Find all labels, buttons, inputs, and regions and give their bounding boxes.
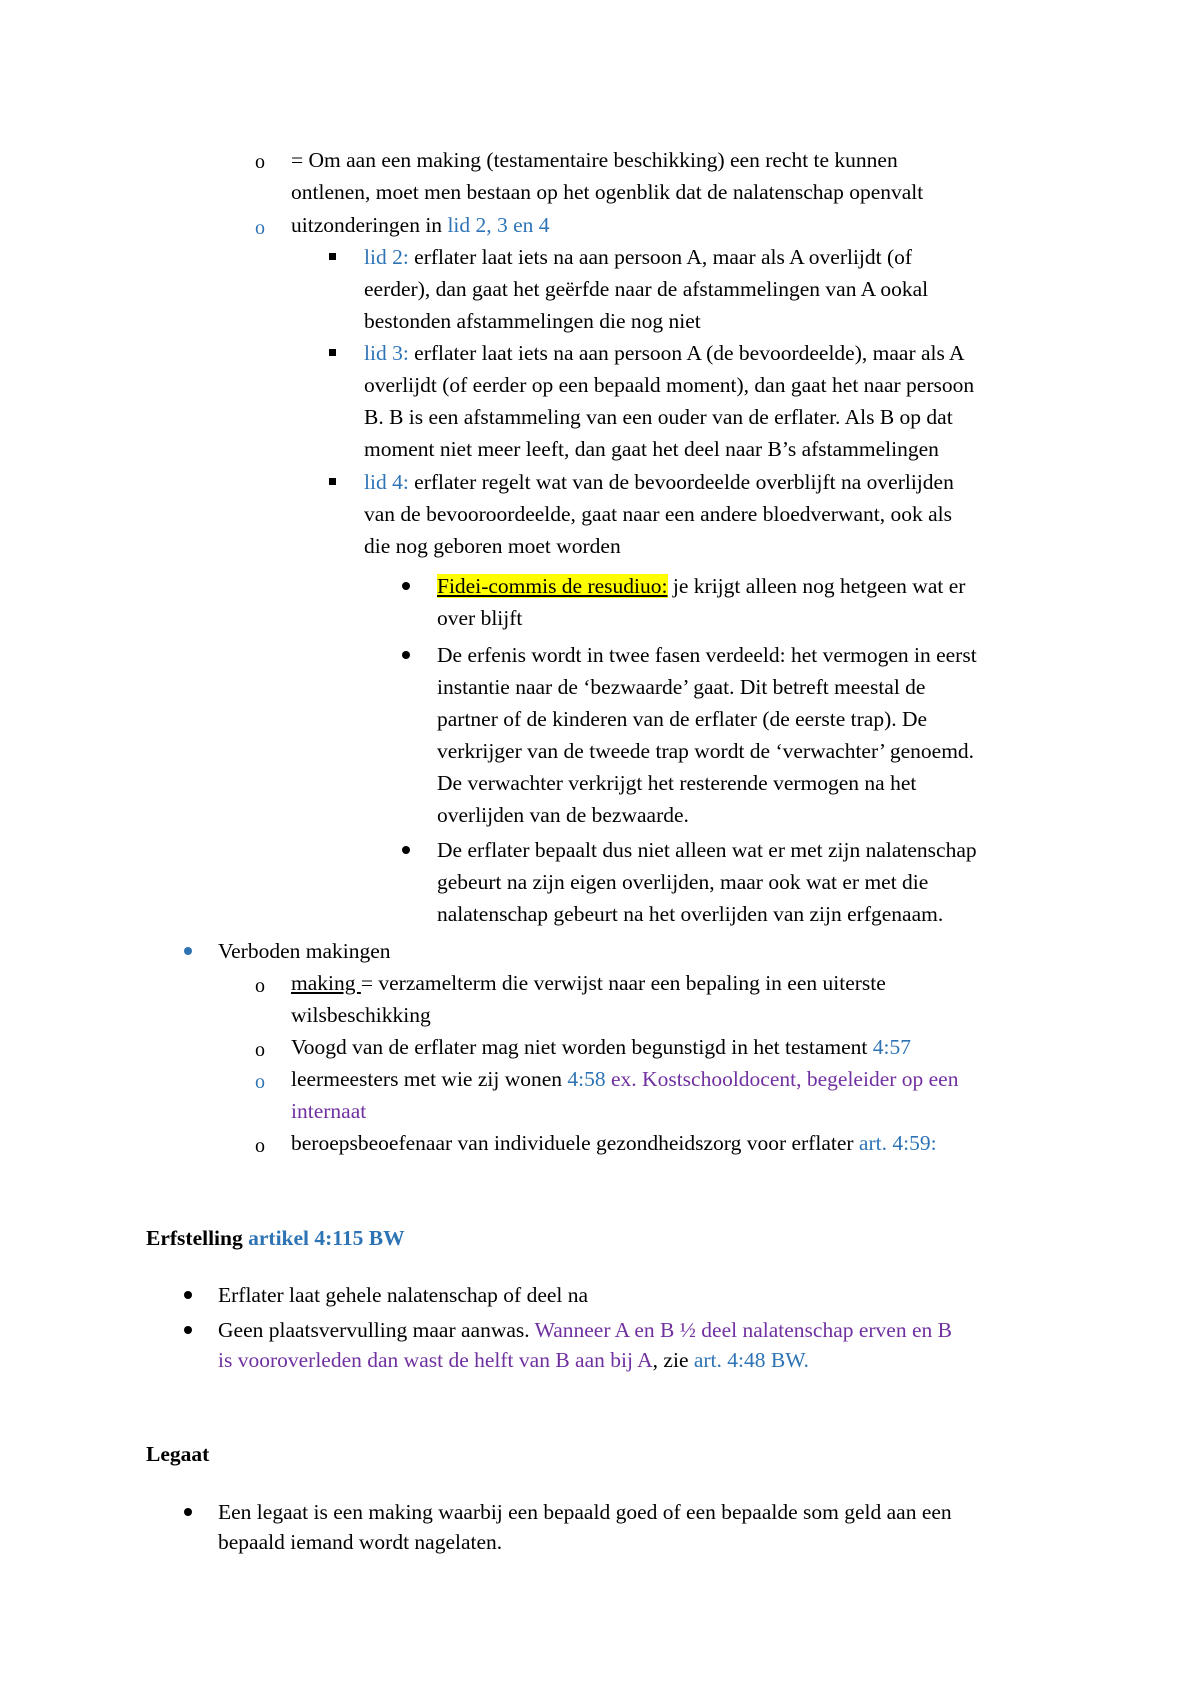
paragraph-line: ontlenen, moet men bestaan op het ogenblik dat de nalatenschap openvalt (291, 180, 924, 204)
list-item (364, 472, 954, 494)
paragraph-line: over blijft (437, 606, 523, 630)
circle-bullet-icon: o (255, 1071, 265, 1093)
list-item (364, 247, 912, 269)
paragraph-line: overlijdt (of eerder op een bepaald moment), dan gaat het naar persoon (364, 373, 975, 397)
article-reference: 4:58 (567, 1067, 606, 1091)
list-item (364, 343, 965, 365)
dot-bullet-icon (184, 1508, 192, 1516)
highlighted-term: Fidei-commis de resudiuo (437, 574, 662, 598)
item-text: Voogd van de erflater mag niet worden begunstigd in het testament (291, 1035, 873, 1059)
item-text: beroepsbeoefenaar van individuele gezondheidszorg voor erflater (291, 1131, 859, 1155)
item-text: je krijgt alleen nog hetgeen wat er (667, 574, 966, 598)
highlighted-colon: : (661, 574, 668, 598)
article-reference: lid 2, 3 en 4 (447, 213, 550, 237)
item-text: Geen plaatsvervulling maar aanwas. (218, 1318, 535, 1342)
circle-bullet-icon: o (255, 1135, 265, 1157)
item-text: , zie (652, 1348, 694, 1372)
paragraph-line: moment niet meer leeft, dan gaat het deel naar B’s afstammelingen (364, 437, 939, 461)
list-item (291, 1069, 958, 1091)
circle-bullet-icon: o (255, 1039, 265, 1061)
article-reference: art. 4:59: (858, 1131, 937, 1155)
example-text: Wanneer A en B ½ deel nalatenschap erven en B (534, 1318, 952, 1342)
item-text: erflater laat iets na aan persoon A, maar als A overlijdt (of (408, 245, 913, 269)
paragraph-line: = Om aan een making (testamentaire beschikking) een recht te kunnen (291, 148, 898, 172)
square-bullet-icon (329, 349, 336, 356)
article-reference: art. 4:48 BW. (693, 1348, 809, 1372)
section-heading (146, 1228, 405, 1250)
paragraph-line: gebeurt na zijn eigen overlijden, maar ook wat er met die (437, 870, 929, 894)
article-reference: 4:57 (872, 1035, 911, 1059)
list-heading: Verboden makingen (218, 939, 391, 963)
paragraph-line: wilsbeschikking (291, 1003, 431, 1027)
paragraph-line: B. B is een afstammeling van een ouder van de erflater. Als B op dat (364, 405, 953, 429)
item-text: leermeesters met wie zij wonen (291, 1067, 568, 1091)
dot-bullet-icon (184, 1326, 192, 1334)
list-item (291, 1133, 937, 1155)
example-text: is vooroverleden dan wast de helft van B aan bij A (218, 1348, 653, 1372)
paragraph-line: van de bevooroordeelde, gaat naar een andere bloedverwant, ook als (364, 502, 952, 526)
paragraph-line: die nog geboren moet worden (364, 534, 621, 558)
dot-bullet-icon (184, 947, 192, 955)
article-reference: lid 4: (364, 470, 409, 494)
item-text: = verzamelterm die verwijst naar een bepaling in een uiterste (360, 971, 886, 995)
article-reference: lid 2: (364, 245, 409, 269)
paragraph-line: nalatenschap gebeurt na het overlijden van zijn erfgenaam. (437, 902, 944, 926)
paragraph-line: De verwachter verkrijgt het resterende vermogen na het (437, 771, 917, 795)
paragraph-line: De erflater bepaalt dus niet alleen wat er met zijn nalatenschap (437, 838, 977, 862)
item-text: erflater laat iets na aan persoon A (de bevoordeelde), maar als A (408, 341, 965, 365)
dot-bullet-icon (402, 846, 410, 854)
paragraph-line: De erfenis wordt in twee fasen verdeeld: het vermogen in eerst (437, 643, 977, 667)
square-bullet-icon (329, 478, 336, 485)
section-heading: Legaat (146, 1442, 210, 1466)
list-item (218, 1320, 952, 1342)
item-text: uitzonderingen in (291, 213, 448, 237)
paragraph-line (218, 1350, 809, 1372)
circle-bullet-icon: o (255, 151, 265, 173)
dot-bullet-icon (402, 651, 410, 659)
list-item (291, 1037, 911, 1059)
article-reference: artikel 4:115 BW (248, 1226, 405, 1250)
dot-bullet-icon (402, 582, 410, 590)
example-text: ex. Kostschooldocent, begeleider op een (605, 1067, 959, 1091)
paragraph-line: bepaald iemand wordt nagelaten. (218, 1530, 503, 1554)
circle-bullet-icon: o (255, 217, 265, 239)
list-item: Een legaat is een making waarbij een bepaald goed of een bepaalde som geld aan een (218, 1500, 952, 1524)
underlined-term: making (291, 971, 361, 995)
heading-text: Erfstelling (146, 1226, 249, 1250)
example-text: internaat (291, 1099, 367, 1123)
list-item (291, 973, 886, 995)
paragraph-line: eerder), dan gaat het geërfde naar de afstammelingen van A ookal (364, 277, 929, 301)
dot-bullet-icon (184, 1291, 192, 1299)
list-item (291, 215, 550, 237)
item-text: erflater regelt wat van de bevoordeelde overblijft na overlijden (408, 470, 954, 494)
paragraph-line: verkrijger van de tweede trap wordt de ‘verwachter’ genoemd. (437, 739, 975, 763)
paragraph-line: overlijden van de bezwaarde. (437, 803, 689, 827)
list-item: Erflater laat gehele nalatenschap of deel na (218, 1283, 589, 1307)
list-item (437, 576, 965, 598)
square-bullet-icon (329, 253, 336, 260)
paragraph-line: partner of de kinderen van de erflater (de eerste trap). De (437, 707, 928, 731)
circle-bullet-icon: o (255, 975, 265, 997)
paragraph-line: bestonden afstammelingen die nog niet (364, 309, 701, 333)
paragraph-line: instantie naar de ‘bezwaarde’ gaat. Dit betreft meestal de (437, 675, 926, 699)
article-reference: lid 3: (364, 341, 409, 365)
